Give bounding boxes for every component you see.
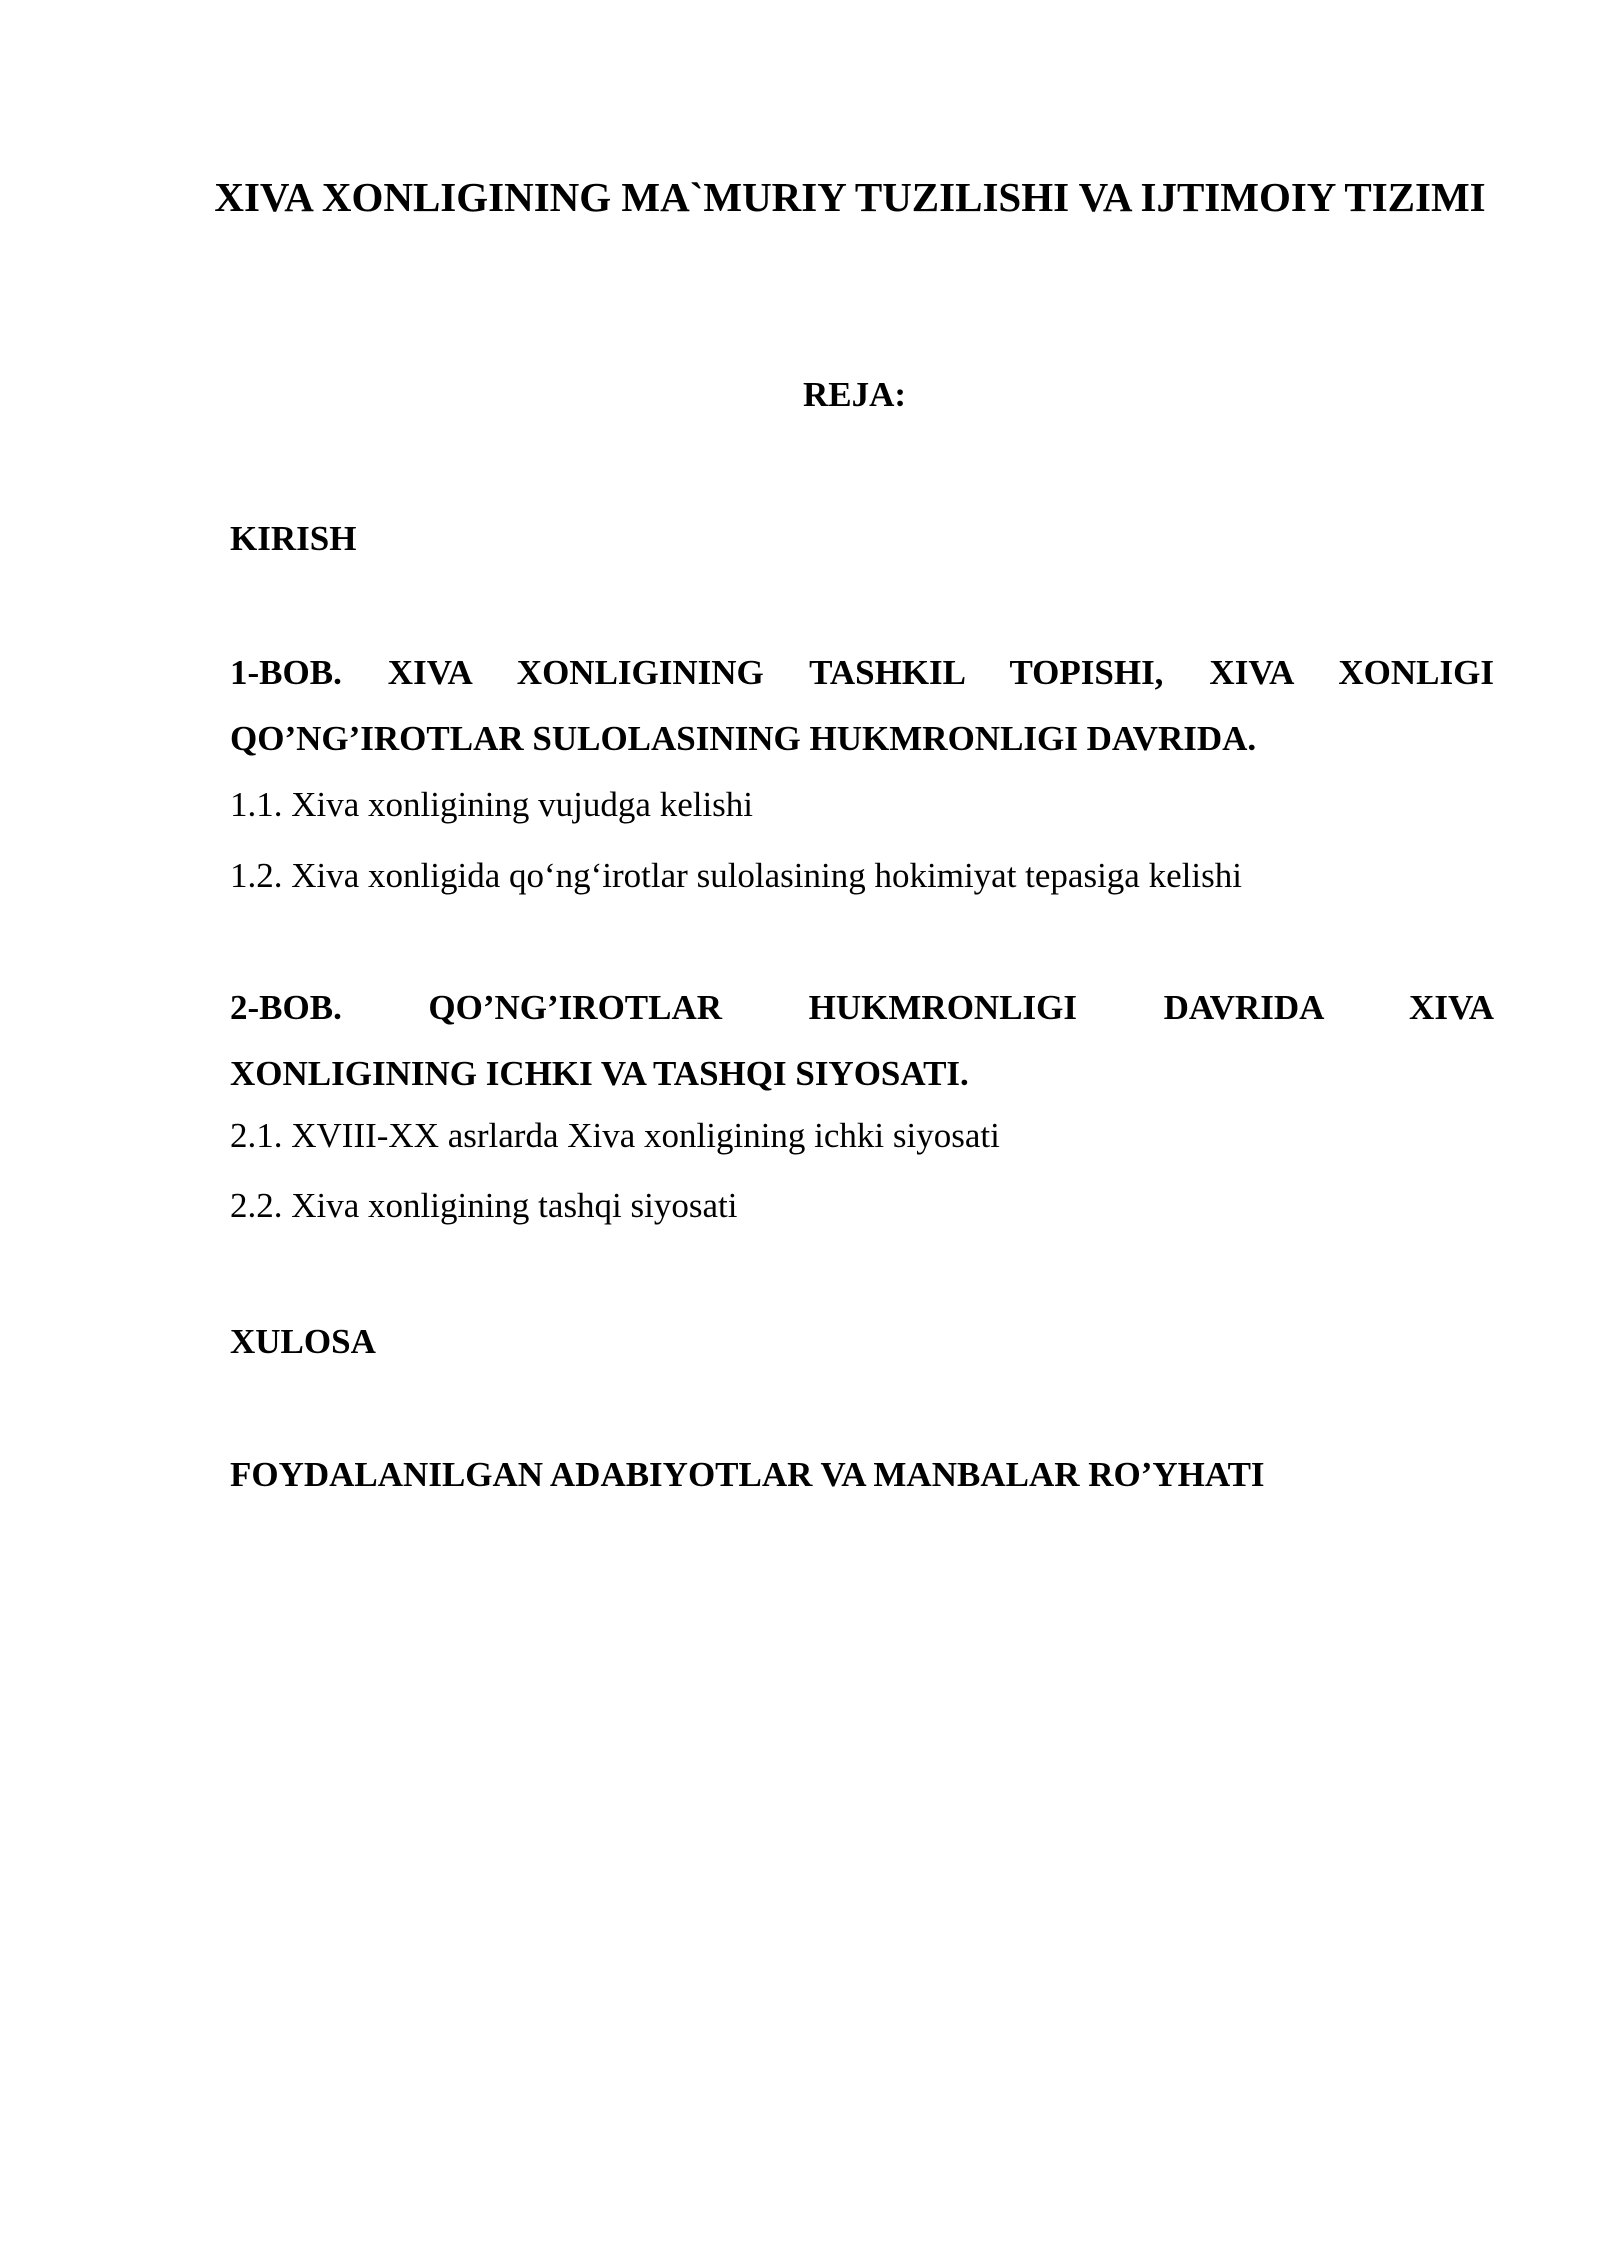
- intro-heading: KIRISH: [230, 519, 357, 558]
- section-2-1: 2.1. XVIII-XX asrlarda Xiva xonligining ichki siyosati: [230, 1116, 1000, 1155]
- section-1-2: 1.2. Xiva xonligida qo‘ng‘irotlar sulolasining hokimiyat tepasiga kelishi: [230, 856, 1242, 895]
- chapter-1-heading: [230, 640, 1494, 772]
- chapter-1-title-line-1: 1-BOB. XIVA XONLIGINING TASHKIL TOPISHI, XIVA XONLIGI: [230, 653, 1494, 692]
- section-1-1: 1.1. Xiva xonligining vujudga kelishi: [230, 785, 754, 824]
- chapter-2-title-line-1: 2-BOB. QO’NG’IROTLAR HUKMRONLIGI DAVRIDA XIVA: [230, 988, 1494, 1027]
- document-title: XIVA XONLIGINING MA`MURIY TUZILISHI VA IJTIMOIY TIZIMI: [214, 174, 1486, 220]
- plan-heading: REJA:: [802, 375, 907, 414]
- section-2-2: 2.2. Xiva xonligining tashqi siyosati: [230, 1186, 738, 1225]
- conclusion-heading: XULOSA: [230, 1322, 376, 1361]
- references-heading: FOYDALANILGAN ADABIYOTLAR VA MANBALAR RO’YHATI: [230, 1455, 1265, 1494]
- chapter-1-title-line-2: QO’NG’IROTLAR SULOLASINING HUKMRONLIGI DAVRIDA.: [230, 719, 1257, 758]
- chapter-2-heading: [230, 975, 1494, 1107]
- chapter-2-title-line-2: XONLIGINING ICHKI VA TASHQI SIYOSATI.: [230, 1054, 969, 1093]
